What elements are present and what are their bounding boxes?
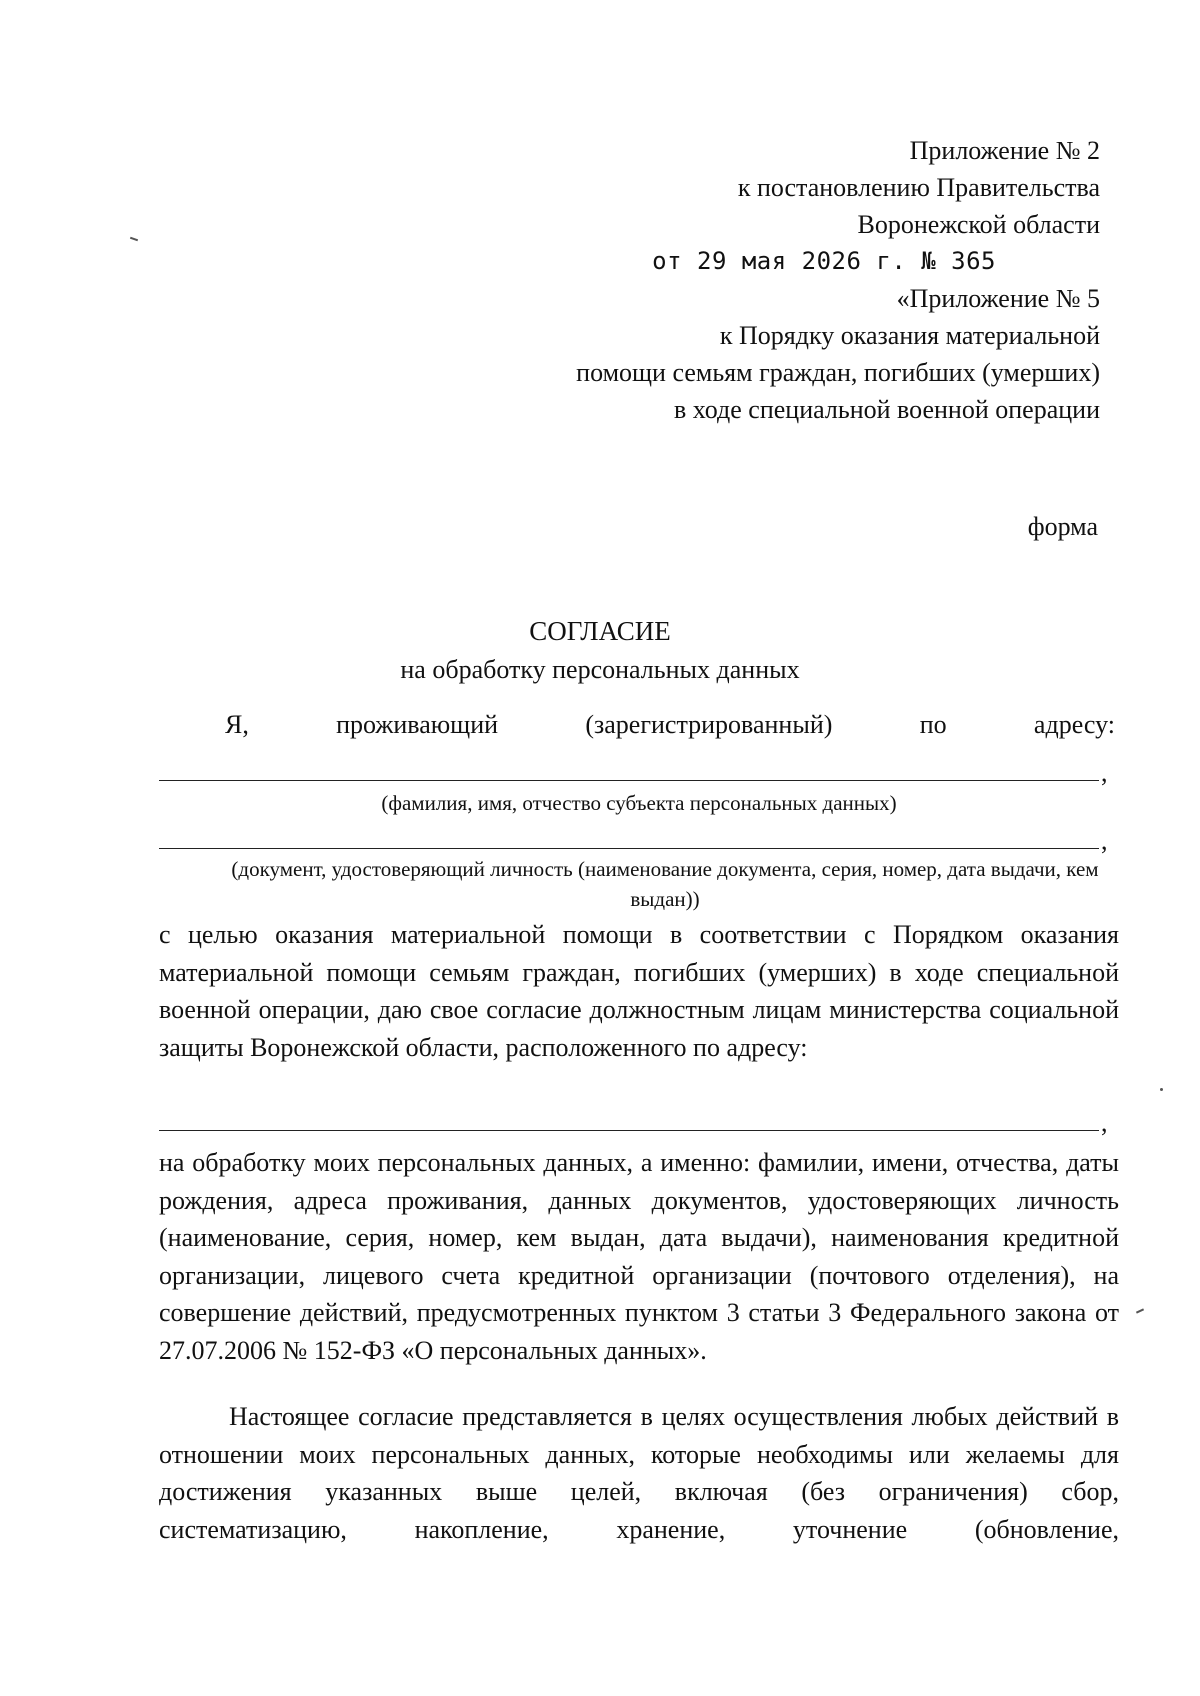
- header-date-number: от 29 мая 2026 г. № 365: [652, 247, 996, 275]
- purpose-paragraph: с целью оказания материальной помощи в соответствии с Порядком оказания материальной помощи семьям граждан, погибших (умерших) в ходе специальной военной операции, даю свое согласие должностным лицам министерства социальной защиты Воронежской области, расположенного по адресу:: [159, 920, 1119, 1062]
- intro-word: адресу:: [1033, 710, 1115, 739]
- document-caption: (документ, удостоверяющий личность (наименование документа, серия, номер, дата выдачи, кем выдан)): [231, 857, 1099, 911]
- address-comma: ,: [1101, 1108, 1108, 1137]
- document-subtitle: на обработку персональных данных: [400, 655, 800, 684]
- address-fill-line[interactable]: [159, 1130, 1099, 1131]
- header-line: к постановлению Правительства: [737, 173, 1100, 202]
- header-line: к Порядку оказания материальной: [719, 321, 1100, 350]
- appendix-header: [576, 132, 1100, 428]
- header-line: «Приложение № 5: [896, 284, 1100, 313]
- fio-caption: (фамилия, имя, отчество субъекта персональных данных): [381, 791, 897, 815]
- fio-comma: ,: [1101, 758, 1108, 787]
- form-label: форма: [1027, 512, 1098, 541]
- scan-mark: [130, 237, 138, 242]
- fio-fill-line[interactable]: [159, 780, 1099, 781]
- actions-paragraph: Настоящее согласие представляется в целях осуществления любых действий в отношении моих персональных данных, которые необходимы или желаемы для достижения указанных выше целей, включая (без ограничения) сбор, систематизацию, накопление, хранение, уточнение (обновление,: [159, 1402, 1119, 1544]
- header-line: Приложение № 2: [909, 136, 1100, 165]
- intro-line: [225, 710, 1115, 740]
- scan-mark: [1160, 1088, 1163, 1091]
- document-fill-line[interactable]: [159, 848, 1099, 849]
- header-line: Воронежской области: [857, 210, 1100, 239]
- document-title: СОГЛАСИЕ: [529, 616, 671, 646]
- intro-word: Я,: [225, 710, 249, 739]
- header-line: помощи семьям граждан, погибших (умерших): [576, 358, 1100, 387]
- header-line: в ходе специальной военной операции: [674, 395, 1100, 424]
- intro-word: (зарегистрированный): [585, 710, 833, 739]
- data-list-paragraph: на обработку моих персональных данных, а именно: фамилии, имени, отчества, даты рождения, адреса проживания, данных документов, удостоверяющих личность (наименование, серия, номер, кем выдан, дата выдачи), наименования кредитной организации, лицевого счета кредитной организации (почтового отделения), на совершение действий, предусмотренных пунктом 3 статьи 3 Федерального закона от 27.07.2006 № 152-ФЗ «О персональных данных».: [159, 1148, 1119, 1365]
- intro-word: проживающий: [336, 710, 499, 739]
- document-comma: ,: [1101, 826, 1108, 855]
- intro-word: по: [919, 710, 947, 739]
- scan-mark: [1136, 1308, 1144, 1313]
